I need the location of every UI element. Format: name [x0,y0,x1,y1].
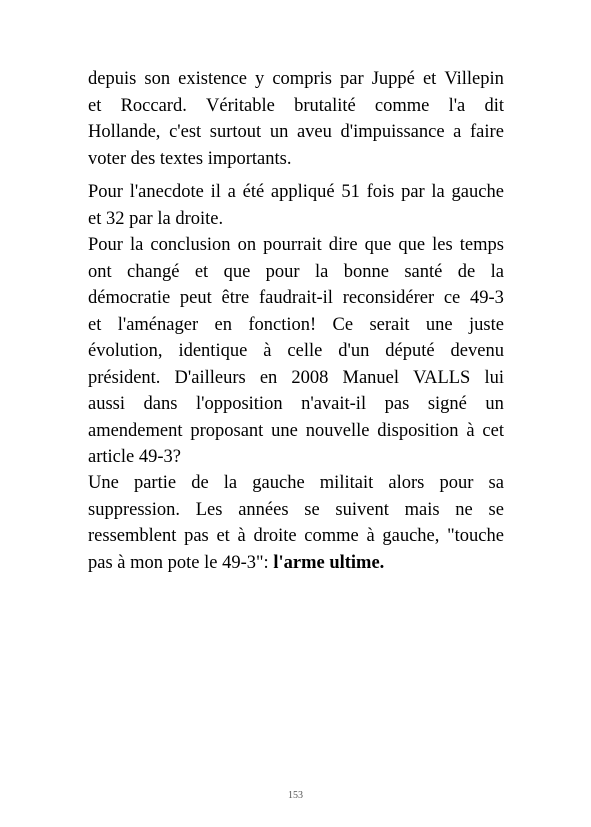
word: faudrait-il [258,288,333,308]
word: Roccard. [120,95,187,116]
word: à [466,420,475,441]
paragraph-line: voter des textes importants. [88,148,292,169]
paragraph-line [88,338,504,365]
word: gauche, [382,526,440,546]
word: Une [88,473,119,493]
word: par [340,69,364,89]
word: Pour [88,182,123,202]
paragraph-line-text: pas à mon pote le 49-3": [88,552,274,573]
word: l'a [448,95,466,116]
word: pour [439,473,474,493]
word: que [223,261,251,282]
word: président. [88,367,161,388]
word: D'ailleurs [174,367,246,388]
paragraph-line [88,418,504,445]
word: a [227,182,236,202]
paragraph-line [88,470,504,497]
word: être [221,288,250,308]
paragraph-line [88,497,504,524]
word: conclusion [150,235,231,255]
word: proposant [190,420,264,441]
word: député [385,341,435,361]
word: changé [127,261,180,282]
word: son [144,69,171,89]
word: ne [455,499,473,520]
word: juste [468,314,504,335]
word: et [88,314,102,335]
word: l'anecdote [129,182,204,202]
paragraph-line [88,523,504,550]
word: 2008 [291,367,329,388]
word: amendement [88,420,183,441]
word: appliqué [270,182,335,202]
word: comme [374,95,430,116]
word: dans [143,394,178,414]
word: c'est [169,122,202,142]
word: lui [484,367,504,388]
word: d'impuissance [340,122,445,142]
word: se [488,499,504,520]
word: Ce [332,314,354,335]
word: une [425,314,453,335]
word: dire [328,235,358,255]
word: 49-3 [470,288,504,308]
word: sa [488,473,504,493]
word: mais [404,499,440,520]
word: fois [366,182,395,202]
word: et [422,69,437,89]
word: partie [133,473,177,493]
word: de [191,473,209,493]
paragraph-line: article 49-3? [88,447,181,467]
word: la [490,261,504,282]
word: identique [178,341,248,361]
word: Pour [88,235,123,255]
word: Juppé [371,69,415,89]
paragraph-line [88,179,504,206]
word: "touche [447,526,504,546]
word: Véritable [206,95,275,116]
word: ont [88,261,112,282]
paragraph-1 [88,66,504,172]
word: reconsidérer [342,288,435,308]
paragraph-line [88,93,504,120]
word: aveu [296,122,332,142]
word: surtout [209,122,262,142]
word: à [263,341,272,361]
word: cet [482,420,504,441]
word: que [398,235,426,255]
word: Les [195,499,223,520]
word: temps [459,235,504,255]
word: de [457,261,476,282]
word: peut [179,288,212,308]
paragraph-line [88,391,504,418]
word: Manuel [342,367,400,388]
word: compris [272,69,332,89]
paragraph-line [88,285,504,312]
word: bonne [343,261,389,282]
word: que [364,235,392,255]
word: a [453,122,462,142]
word: les [432,235,453,255]
word: disposition [377,420,459,441]
word: depuis [88,69,137,89]
word: évolution, [88,341,163,361]
word: par [401,182,425,202]
word: gauche [451,182,504,202]
word: suivent [335,499,389,520]
paragraph-line [88,312,504,339]
word: suppression. [88,499,180,520]
word: serait [369,314,410,335]
word: existence [178,69,247,89]
word: VALLS [413,367,471,388]
word: à [366,526,375,546]
word: ressemblent [88,526,177,546]
word: la [431,182,445,202]
word: se [304,499,320,520]
word: devenu [450,341,504,361]
word: n'avait-il [301,394,367,414]
word: en [214,314,232,335]
word: la [130,235,144,255]
word: brutalité [294,95,356,116]
paragraph-line [88,259,504,286]
word: aussi [88,394,125,414]
word: gauche [252,473,305,493]
word: une [271,420,298,441]
page-number: 153 [288,790,303,801]
word: droite [253,526,297,546]
word: Villepin [444,69,504,89]
paragraph-3 [88,470,504,576]
paragraph-2 [88,179,504,471]
word: celle [287,341,323,361]
word: à [237,526,246,546]
word: comme [304,526,359,546]
word: ce [443,288,461,308]
word: santé [404,261,443,282]
paragraph-line [88,66,504,93]
word: démocratie [88,288,171,308]
word: militait [319,473,374,493]
word: Hollande, [88,122,161,142]
word: fonction! [248,314,317,335]
word: pourrait [263,235,322,255]
paragraph-last-line [88,550,504,577]
word: années [238,499,289,520]
word: pas [384,394,410,414]
word: l'aménager [117,314,199,335]
word: d'un [338,341,370,361]
paragraph-line [88,119,504,146]
paragraph-line [88,365,504,392]
word: été [242,182,265,202]
word: et [88,95,102,116]
word: pour [265,261,300,282]
word: il [210,182,221,202]
word: pas [184,526,209,546]
word: faire [470,122,504,142]
word: et [194,261,209,282]
bold-emphasis: l'arme ultime. [273,552,385,573]
word: la [223,473,238,493]
word: nouvelle [305,420,370,441]
word: signé [427,394,467,414]
word: un [485,394,504,414]
paragraph-line [88,232,504,259]
word: on [237,235,257,255]
word: un [269,122,289,142]
word: 51 [341,182,360,202]
word: alors [388,473,425,493]
word: et [216,526,230,546]
paragraph-line: et 32 par la droite. [88,208,224,229]
word: y [255,69,265,89]
word: l'opposition [195,394,283,414]
word: dit [484,95,504,116]
word: en [259,367,278,388]
word: la [314,261,329,282]
